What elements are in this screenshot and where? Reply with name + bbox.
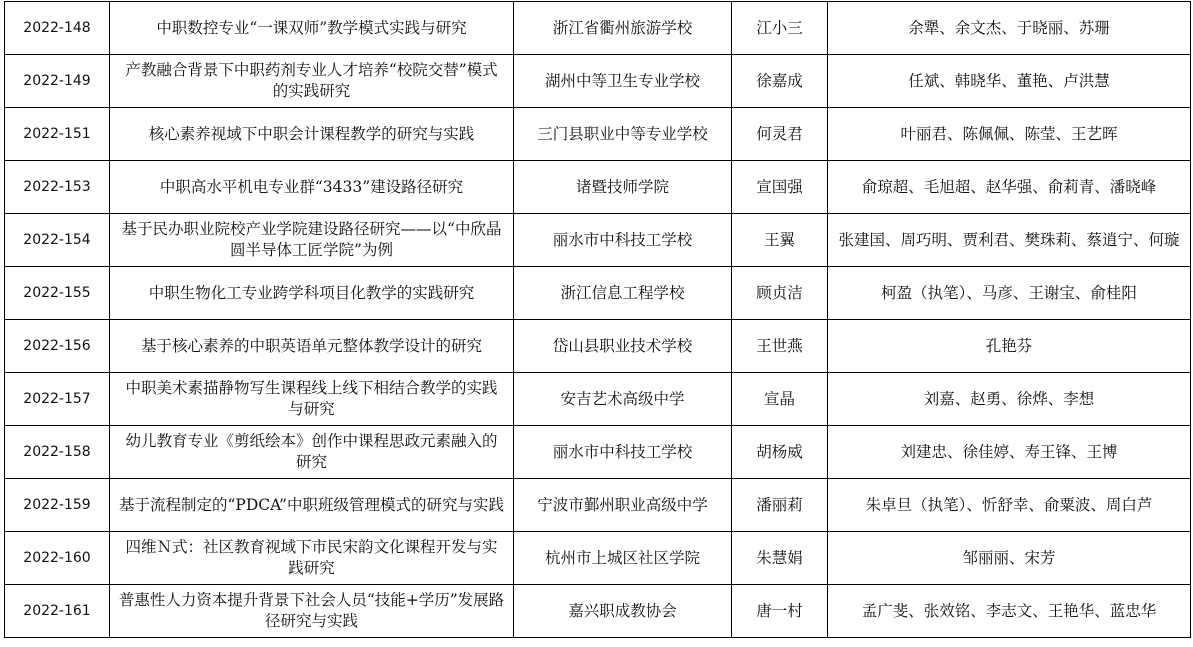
leader-cell: 潘丽莉 — [732, 479, 828, 532]
project-id-cell: 2022-161 — [5, 585, 110, 638]
project-title-cell: 基于民办职业院校产业学院建设路径研究——以“中欣晶圆半导体工匠学院”为例 — [110, 214, 514, 267]
table-row — [5, 426, 1191, 479]
project-id-cell: 2022-156 — [5, 320, 110, 373]
leader-cell: 顾贞洁 — [732, 267, 828, 320]
project-id-cell: 2022-158 — [5, 426, 110, 479]
project-title-cell: 产教融合背景下中职药剂专业人才培养“校院交替”模式的实践研究 — [110, 55, 514, 108]
leader-cell: 王翼 — [732, 214, 828, 267]
school-cell: 安吉艺术高级中学 — [514, 373, 732, 426]
members-cell: 余犟、余文杰、于晓丽、苏珊 — [828, 2, 1191, 55]
project-id-cell: 2022-154 — [5, 214, 110, 267]
project-id-cell: 2022-151 — [5, 108, 110, 161]
leader-cell: 朱慧娟 — [732, 532, 828, 585]
school-cell: 丽水市中科技工学校 — [514, 426, 732, 479]
school-cell: 嘉兴职成教协会 — [514, 585, 732, 638]
project-title-cell: 中职数控专业“一课双师”教学模式实践与研究 — [110, 2, 514, 55]
table-row — [5, 320, 1191, 373]
project-title-cell: 幼儿教育专业《剪纸绘本》创作中课程思政元素融入的研究 — [110, 426, 514, 479]
members-cell: 叶丽君、陈佩佩、陈莹、王艺晖 — [828, 108, 1191, 161]
leader-cell: 胡杨威 — [732, 426, 828, 479]
leader-cell: 宣国强 — [732, 161, 828, 214]
table-row — [5, 2, 1191, 55]
members-cell: 任斌、韩晓华、董艳、卢洪慧 — [828, 55, 1191, 108]
project-id-cell: 2022-155 — [5, 267, 110, 320]
project-id-cell: 2022-160 — [5, 532, 110, 585]
table-row — [5, 267, 1191, 320]
table-row — [5, 214, 1191, 267]
school-cell: 诸暨技师学院 — [514, 161, 732, 214]
leader-cell: 徐嘉成 — [732, 55, 828, 108]
school-cell: 三门县职业中等专业学校 — [514, 108, 732, 161]
project-id-cell: 2022-149 — [5, 55, 110, 108]
school-cell: 浙江省衢州旅游学校 — [514, 2, 732, 55]
leader-cell: 唐一村 — [732, 585, 828, 638]
school-cell: 湖州中等卫生专业学校 — [514, 55, 732, 108]
members-cell: 孟广斐、张效铭、李志文、王艳华、蓝忠华 — [828, 585, 1191, 638]
project-title-cell: 中职生物化工专业跨学科项目化教学的实践研究 — [110, 267, 514, 320]
table-row — [5, 532, 1191, 585]
school-cell: 浙江信息工程学校 — [514, 267, 732, 320]
table-body — [5, 2, 1191, 638]
leader-cell: 江小三 — [732, 2, 828, 55]
leader-cell: 宣晶 — [732, 373, 828, 426]
table-row — [5, 479, 1191, 532]
project-id-cell: 2022-159 — [5, 479, 110, 532]
table-row — [5, 55, 1191, 108]
school-cell: 丽水市中科技工学校 — [514, 214, 732, 267]
leader-cell: 何灵君 — [732, 108, 828, 161]
leader-cell: 王世燕 — [732, 320, 828, 373]
members-cell: 张建国、周巧明、贾利君、樊珠莉、蔡逍宁、何璇 — [828, 214, 1191, 267]
project-title-cell: 基于核心素养的中职英语单元整体教学设计的研究 — [110, 320, 514, 373]
project-id-cell: 2022-157 — [5, 373, 110, 426]
table-row — [5, 108, 1191, 161]
project-table — [4, 1, 1191, 638]
project-title-cell: 基于流程制定的“PDCA”中职班级管理模式的研究与实践 — [110, 479, 514, 532]
project-title-cell: 核心素养视域下中职会计课程教学的研究与实践 — [110, 108, 514, 161]
table-row — [5, 161, 1191, 214]
table-row — [5, 585, 1191, 638]
school-cell: 宁波市鄞州职业高级中学 — [514, 479, 732, 532]
school-cell: 杭州市上城区社区学院 — [514, 532, 732, 585]
project-id-cell: 2022-153 — [5, 161, 110, 214]
members-cell: 柯盈（执笔）、马彦、王谢宝、俞桂阳 — [828, 267, 1191, 320]
project-id-cell: 2022-148 — [5, 2, 110, 55]
school-cell: 岱山县职业技术学校 — [514, 320, 732, 373]
members-cell: 邹丽丽、宋芳 — [828, 532, 1191, 585]
members-cell: 俞琼超、毛旭超、赵华强、俞莉青、潘晓峰 — [828, 161, 1191, 214]
members-cell: 朱卓旦（执笔）、忻舒幸、俞粟波、周白芦 — [828, 479, 1191, 532]
project-title-cell: 四维Ｎ式：社区教育视域下市民宋韵文化课程开发与实践研究 — [110, 532, 514, 585]
project-title-cell: 普惠性人力资本提升背景下社会人员“技能+学历”发展路径研究与实践 — [110, 585, 514, 638]
members-cell: 孔艳芬 — [828, 320, 1191, 373]
members-cell: 刘嘉、赵勇、徐烨、李想 — [828, 373, 1191, 426]
project-title-cell: 中职美术素描静物写生课程线上线下相结合教学的实践与研究 — [110, 373, 514, 426]
project-title-cell: 中职高水平机电专业群“3433”建设路径研究 — [110, 161, 514, 214]
members-cell: 刘建忠、徐佳婷、寿王锋、王博 — [828, 426, 1191, 479]
table-row — [5, 373, 1191, 426]
